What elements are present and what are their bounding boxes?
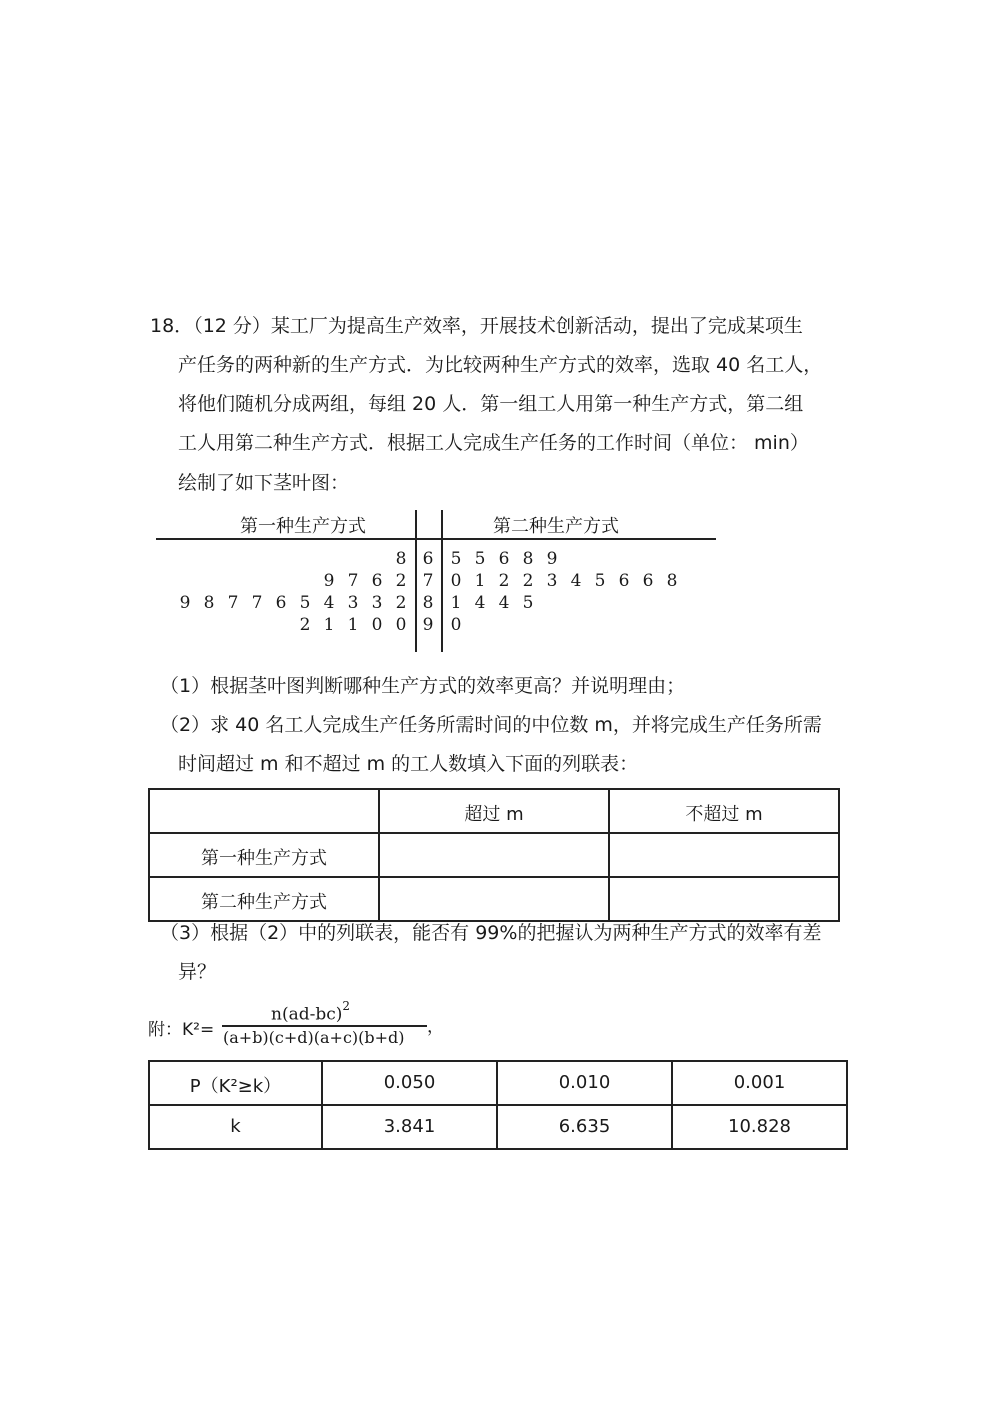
critical-p-0050: 0.050 (322, 1061, 497, 1105)
right-leaf: 6 (498, 549, 510, 569)
left-leaves-8 (173, 593, 413, 613)
problem-line-1 (150, 317, 803, 336)
right-leaf: 2 (522, 571, 534, 591)
question-2-line-1: （2）求 40 名工人完成生产任务所需时间的中位数 m，并将完成生产任务所需 (160, 714, 822, 736)
stem-6: 6 (422, 549, 434, 569)
contingency-row-label-1: 第一种生产方式 (149, 833, 379, 877)
question-3-line-1: （3）根据（2）中的列联表，能否有 99%的把握认为两种生产方式的效率有差 (160, 922, 822, 944)
left-leaf: 5 (299, 593, 311, 613)
problem-line-3: 将他们随机分成两组，每组 20 人．第一组工人用第一种生产方式，第二组 (178, 393, 804, 415)
left-leaf: 0 (395, 615, 407, 635)
right-leaves-9 (444, 615, 468, 635)
contingency-table (148, 788, 840, 922)
formula-numerator-text: n(ad-bc) (271, 1004, 343, 1025)
left-leaf: 3 (371, 593, 383, 613)
critical-k-3841: 3.841 (322, 1105, 497, 1149)
problem-number: 18． (150, 315, 194, 337)
left-leaf: 7 (227, 593, 239, 613)
left-leaf: 7 (347, 571, 359, 591)
right-leaf: 5 (594, 571, 606, 591)
stem-leaf-right-divider (441, 510, 443, 652)
problem-line-4: 工人用第二种生产方式．根据工人完成生产任务的工作时间（单位： min） (178, 432, 809, 454)
right-leaf: 8 (666, 571, 678, 591)
left-leaf: 9 (323, 571, 335, 591)
contingency-row-label-2: 第二种生产方式 (149, 877, 379, 921)
left-leaf: 1 (323, 615, 335, 635)
formula-numerator (271, 999, 351, 1025)
left-leaf: 2 (299, 615, 311, 635)
right-leaf: 4 (570, 571, 582, 591)
critical-value-table (148, 1060, 848, 1150)
left-leaves-6 (389, 549, 413, 569)
problem-text-1: 某工厂为提高生产效率，开展技术创新活动，提出了完成某项生 (270, 315, 803, 337)
left-leaf: 6 (371, 571, 383, 591)
right-leaf: 6 (642, 571, 654, 591)
right-leaf: 5 (474, 549, 486, 569)
left-leaf: 2 (395, 571, 407, 591)
problem-line-5: 绘制了如下茎叶图： (178, 472, 350, 494)
left-leaves-9 (293, 615, 413, 635)
left-leaf: 9 (179, 593, 191, 613)
left-leaf: 8 (395, 549, 407, 569)
question-1: （1）根据茎叶图判断哪种生产方式的效率更高？并说明理由； (160, 675, 686, 697)
stem-leaf-left-divider (415, 510, 417, 652)
right-leaf: 5 (522, 593, 534, 613)
critical-p-0010: 0.010 (497, 1061, 672, 1105)
critical-p-0001: 0.001 (672, 1061, 847, 1105)
question-3-line-2: 异？ (178, 961, 217, 983)
contingency-cell-2-1[interactable] (379, 877, 609, 921)
question-2-line-2: 时间超过 m 和不超过 m 的工人数填入下面的列联表： (178, 753, 639, 775)
right-leaf: 3 (546, 571, 558, 591)
left-leaf: 7 (251, 593, 263, 613)
left-leaf: 4 (323, 593, 335, 613)
left-leaf: 6 (275, 593, 287, 613)
right-leaf: 0 (450, 615, 462, 635)
left-leaf: 0 (371, 615, 383, 635)
right-leaf: 8 (522, 549, 534, 569)
critical-k-10828: 10.828 (672, 1105, 847, 1149)
right-leaf: 9 (546, 549, 558, 569)
formula-denominator: (a+b)(c+d)(a+c)(b+d) (223, 1028, 405, 1047)
left-leaf: 3 (347, 593, 359, 613)
contingency-cell-2-2[interactable] (609, 877, 839, 921)
stem-leaf-top-rule (156, 538, 716, 540)
contingency-header-not-over: 不超过 m (609, 789, 839, 833)
right-leaves-6 (444, 549, 564, 569)
problem-score: （12 分） (193, 315, 271, 337)
appendix-label: 附：K²= (148, 1020, 215, 1040)
left-leaf: 8 (203, 593, 215, 613)
right-leaf: 0 (450, 571, 462, 591)
stem-7: 7 (422, 571, 434, 591)
formula-trailing-comma: ， (427, 1017, 444, 1037)
left-leaves-7 (317, 571, 413, 591)
contingency-header-over: 超过 m (379, 789, 609, 833)
right-leaves-8 (444, 593, 540, 613)
critical-p-label: P（K²≥k） (149, 1061, 322, 1105)
right-leaf: 5 (450, 549, 462, 569)
left-leaf: 2 (395, 593, 407, 613)
formula-exponent: 2 (342, 999, 351, 1013)
right-leaf: 2 (498, 571, 510, 591)
stem-8: 8 (422, 593, 434, 613)
formula-fraction-bar (222, 1025, 427, 1027)
contingency-cell-1-1[interactable] (379, 833, 609, 877)
right-leaf: 4 (498, 593, 510, 613)
right-leaf: 1 (450, 593, 462, 613)
critical-k-label: k (149, 1105, 322, 1149)
right-leaf: 1 (474, 571, 486, 591)
problem-line-2: 产任务的两种新的生产方式．为比较两种生产方式的效率，选取 40 名工人， (178, 354, 823, 376)
contingency-header-blank (149, 789, 379, 833)
left-leaf: 1 (347, 615, 359, 635)
right-leaf: 6 (618, 571, 630, 591)
right-leaf: 4 (474, 593, 486, 613)
stem-9: 9 (422, 615, 434, 635)
stem-leaf-right-title: 第二种生产方式 (493, 516, 619, 537)
critical-k-6635: 6.635 (497, 1105, 672, 1149)
contingency-cell-1-2[interactable] (609, 833, 839, 877)
right-leaves-7 (444, 571, 684, 591)
stem-leaf-left-title: 第一种生产方式 (240, 516, 366, 537)
